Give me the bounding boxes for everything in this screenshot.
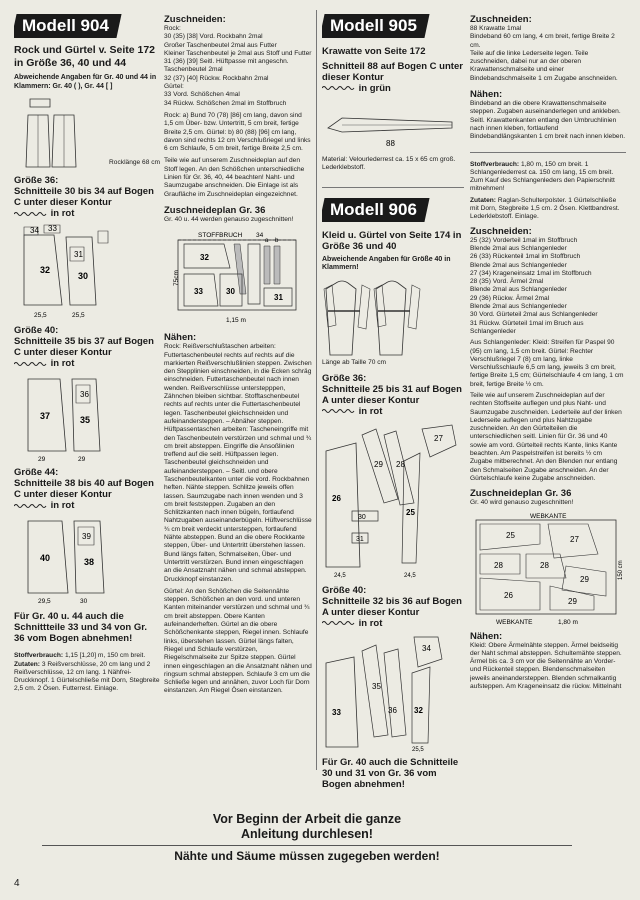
size-40-width-right: 29 <box>78 456 86 464</box>
dress-40-piece-33: 33 <box>332 707 341 717</box>
dress-40-piece-34: 34 <box>422 643 431 653</box>
dress-size-40-text: Schnitteile 32 bis 36 auf Bogen A unter dieser Kontur <box>322 595 462 618</box>
size-44-title: Größe 44: <box>14 467 59 479</box>
tie-piece-88: 88 <box>386 139 395 148</box>
modell-904-extra-pieces-note: Für Gr. 40 u. 44 auch die Schnittteile 33 und 34 von Gr. 36 vom Bogen abnehmen! <box>14 611 148 645</box>
dress-plan-piece-28: 28 <box>494 560 503 570</box>
dress-size-40-pattern-pieces <box>322 633 464 755</box>
cutting-plan-subtitle: Gr. 40 u. 44 werden genauso zugeschnitten! <box>164 215 294 223</box>
dress-plan-piece-29b: 29 <box>568 596 577 606</box>
page-footer-note <box>24 812 590 864</box>
section-divider <box>322 187 464 188</box>
dress-size-36-title: Größe 36: <box>322 372 367 384</box>
dress-plan-piece-29: 29 <box>580 574 589 584</box>
contour-wave-icon <box>322 620 356 626</box>
cutting-plan-title: Zuschneideplan Gr. 36 <box>164 204 266 216</box>
sewing-text: Rock: Reißverschlußtaschen arbeiten: Futtertaschenbeutel rechts auf rechts auf die markierten Reißverschlußlinien steppen. Zwischen den Stepplinien einschneiden, in die Ecken schräg einschneiden. Futtertaschenbeutel nach innen wenden. Reißverschlüsse unterstepppen, Zähnchen bleiben sichtbar. Stofftaschenbeutel rechts auf rechts unter die Futtertaschenbeutel legen. Taschenbeutel gleichschneiden und aufeinandersteppen. – Abnäher steppen. Hüftpassentaschen arbeiten: Tascheneingriffe mit den Taschenbeuteln verstürzen und schmal und ¾ cm breit absteppen. Eingriffe die Ansoßlinien treffend auf die seitl. Hüftpassen legen. Taschenbeutel gleichschneiden und aufeinandersteppen. – Seitl. und obere Taschenbeutelkanten unter die vord. Rockbahnen heften. Nähte steppen. Schlitze jeweils offen lassen. Saumzugabe nach innen wenden und 3 cm breit feststeppen. Zugaben an den Schlitzkanten nach innen bügeln, fortlaufend Nahtzugaben auseinanderbügeln. Hüftverschlüsse ¾ cm breit verdeckt untersteppen, fortlaufend Nähte absteppen. Bund an die obere Rockkante steppen, Über- und Untertritt überstehen lassen. Bund längs falten, Schmalseiten, Über- und Untertritt verstürzen. Bund innen eingeschlagen an die Ansatznaht nähen und schmal absteppen. Druckknopf einstanzen. <box>164 343 312 583</box>
footer-line-2: Anleitung durchlesen! <box>241 827 373 841</box>
plan-piece-34: 34 <box>256 232 264 240</box>
size-36-piece-31: 31 <box>74 250 83 260</box>
dress-size-40-title: Größe 40: <box>322 584 367 596</box>
plan-piece-33: 33 <box>194 287 203 297</box>
dress-width-right: 24,5 <box>404 572 416 579</box>
size-40-title: Größe 40: <box>14 325 59 337</box>
size-44-width-right: 30 <box>80 598 88 606</box>
contour-wave-icon <box>322 408 356 414</box>
dress-plan-piece-28b: 28 <box>540 560 549 570</box>
dress-40-piece-35: 35 <box>372 681 381 691</box>
dress-piece-28: 28 <box>396 459 405 469</box>
dress-piece-29: 29 <box>374 459 383 469</box>
layout-note: Teile wie auf unserem Zuschneideplan auf den Stoff legen. An den Schößchen unterschiedliche Linien für Gr. 36, 40, 44 beachten! Naht- und Saumzugabe anschneiden. Die Einlage ist als Graufläche im Zuschneideplan eingezeichnet. <box>164 157 305 198</box>
tie-cutting-text: 88 Krawatte 1mal Bindeband 60 cm lang, 4 cm breit, fertige Breite 2 cm. Teile auf die linke Lederseite legen. Teile zuschneiden, dabei nur an der oberen Krawattenschmalseite und einer Bindebandschmalseite 1 cm Zugabe anschneiden. <box>470 25 618 82</box>
dress-illustration <box>322 277 464 359</box>
notions-label: Zutaten: <box>14 660 41 668</box>
dress-cutting-list: 25 (32) Vorderteil 1mal im Stoffbruch Blende 2mal aus Schlangenleder 26 (33) Rückenteil 1mal im Stoffbruch Blende 2mal aus Schlangenleder 27 (34) Krageneinsatz 1mal im Stoffbruch 28 (35) Vord. Ärmel 2mal Blende 2mal aus Schlangenleder 29 (36) Rückw. Ärmel 2mal Blende 2mal aus Schlangenleder 30 Vord. Gürteteil 2mal aus Schlangenleder 31 Rückw. Gürteteil 1mal im Bruch aus Schlangenleder <box>470 236 598 335</box>
plan-strip-a: a <box>265 238 269 245</box>
dress-piece-30: 30 <box>358 513 366 521</box>
dress-layout-note: Teile wie auf unserem Zuschneideplan auf der rechten Stoffseite auflegen und plus Naht- und Saumzugabe zuschneiden. Lederteile auf der linken Lederseite auflegen und plus Nahtzugabe zuschneiden. An den Gürtelteilen die unterschiedlichen seitl. Linien für Gr. 36 und 40 sowie am vord. Gürtelteil rechts Kante, links Kante beachten. Am Paspelstreifen ist bereits ½ cm Zugabe mitberechnet. An den Blenden nur entlang den Schmalseiten Zugabe anschneiden. An der Gürtelschlaufe keine Zugabe anschneiden. <box>470 391 622 482</box>
cutting-extra: Rock: a) Bund 70 (78) [86] cm lang, davon sind 1,5 cm Über- bzw. Untertritt, 5 cm breit, fertige Breite 2,5 cm. Gürtel: b) 80 (88) [96] cm lang, davon sind rechts 12 cm Verschlußriegel und links 6 cm Schlaufe, 5 cm breit, fertige Breite 2,5 cm. <box>164 111 311 153</box>
size-36-piece-30: 30 <box>78 271 89 282</box>
footer-line-3: Nähte und Säume müssen zugegeben werden! <box>174 849 440 863</box>
dress-cutting-plan-title: Zuschneideplan Gr. 36 <box>470 488 572 500</box>
plan-piece-31: 31 <box>274 293 283 303</box>
size-36-piece-32: 32 <box>40 265 51 276</box>
belt-sewing-text: Gürtel: An den Schößchen die Seitennähte steppen. Schößchen an den vord. und unteren Kanten miteinander verstürzen und schmal und ¾ cm breit absteppen. Obere Kanten aufeinanderheften. Gürtel an die obere Schößchenkante steppen, Riegel innen. Schlaufe links, überstehen lassen. Gürtel längs falten, Riegel und Schlaufe verstürzen, Riegelschmalseite zur Spitze steppen. Gürtel innen eingeschlagen an die Ansatznaht nähen und ringsum schmal absteppen. Schlaufe 3 cm um die Schließe legen und annähen, zuvor Loch für Dorn einstanzen. Am Riegel Ösen einstanzen. <box>164 587 312 695</box>
cutting-plan-diagram <box>164 228 312 328</box>
dress-notions-text: Raglan-Schulterpolster. 1 Gürtelschließe mit Dorn, Stegbreite 1,5 cm. 2 Ösen. Klettbandrest. Lederklebstoff. Einlage. <box>470 196 620 221</box>
size-36-piece-34: 34 <box>30 226 39 236</box>
modell-906-badge: Modell 906 <box>322 198 429 222</box>
dress-size-40-color: in rot <box>358 617 383 629</box>
size-40-piece-35: 35 <box>80 415 91 426</box>
modell-905-color: in grün <box>358 83 391 94</box>
size-36-title: Größe 36: <box>14 175 59 187</box>
dress-plan-bottom-selvage: WEBKANTE <box>496 618 533 626</box>
dress-width-left: 24,5 <box>334 572 346 579</box>
dress-plan-width: 150 cm <box>618 559 624 580</box>
modell-905-pattern-text: Schnitteil 88 auf Bogen C unter dieser Kontur <box>322 61 463 83</box>
footer-divider <box>42 845 572 846</box>
plan-piece-30: 30 <box>226 287 235 297</box>
modell-906-size-note: Abweichende Angaben für Größe 40 in Klammern! <box>322 255 451 272</box>
fabric-text: 1,15 [1,20] m, 150 cm breit. <box>64 652 146 660</box>
size-36-width-left: 25,5 <box>34 312 47 320</box>
cutting-list: Rock: 30 (35) [38] Vord. Rockbahn 2mal Großer Taschenbeutel 2mal aus Futter Kleiner Taschenbeutel je 2mal aus Stoff und Futter 31 (36) [39] Seitl. Hüftpasse mit angeschn. Taschenbeutel 2mal 32 (37) [40] Rückw. Rockbahn 2mal Gürtel: 33 Vord. Schößchen 4mal 34 Rückw. Schößchen 2mal im Stoffbruch <box>164 25 312 107</box>
dress-plan-piece-26: 26 <box>504 590 513 600</box>
dress-leather-text: Aus Schlangenleder: Kleid: Streifen für Paspel 90 (95) cm lang, 1,5 cm breit. Gürtel: Rechter Verschlußriegel 7 (8) cm lang, linke Verschlußschlaufe 6,5 cm lang, jeweils 3 cm breit, fertige Breite 1,5 cm; Gürtelschlaufe 4 cm lang, 1 cm breit, fertige Breite ½ cm. <box>470 339 624 388</box>
dress-piece-25: 25 <box>406 507 415 517</box>
contour-wave-icon <box>14 361 48 367</box>
dress-size-36-text: Schnitteile 25 bis 31 auf Bogen A unter dieser Kontur <box>322 383 462 406</box>
modell-905-badge: Modell 905 <box>322 14 429 38</box>
dress-cutting-plan-diagram <box>470 510 626 628</box>
size-36-width-right: 25,5 <box>72 312 85 320</box>
fabric-label: Stoffverbrauch: <box>14 652 64 660</box>
dress-piece-27: 27 <box>434 433 443 443</box>
size-36-pattern-pieces <box>14 223 160 323</box>
size-40-color: in rot <box>50 358 75 370</box>
plan-strip-b: b <box>275 238 279 245</box>
size-44-piece-40: 40 <box>40 553 51 564</box>
size-36-text: Schnitteile 30 bis 34 auf Bogen C unter dieser Kontur <box>14 186 154 209</box>
dress-piece-31: 31 <box>356 535 364 543</box>
page-number: 4 <box>14 878 20 889</box>
size-44-text: Schnitteile 38 bis 40 auf Bogen C unter dieser Kontur <box>14 478 154 501</box>
size-44-piece-38: 38 <box>84 557 95 568</box>
size-40-piece-36: 36 <box>80 390 89 400</box>
footer-line-1: Vor Beginn der Arbeit die ganze <box>212 812 402 826</box>
modell-904-size-note: Abweichende Angaben für Gr. 40 und 44 in Klammern: Gr. 40 ( ), Gr. 44 [ ] <box>14 74 157 90</box>
modell-904-right-column <box>164 14 312 806</box>
dress-notions-label: Zutaten: <box>470 196 497 204</box>
dress-cutting-title: Zuschneiden: <box>470 225 532 237</box>
contour-wave-icon <box>322 85 356 91</box>
dress-size-36-color: in rot <box>358 405 383 417</box>
section-divider <box>470 152 626 153</box>
column-divider <box>316 10 317 770</box>
contour-wave-icon <box>14 503 48 509</box>
modell-904-left-column <box>14 14 160 806</box>
plan-fold-label: STOFFBRUCH <box>198 232 243 240</box>
dress-plan-top-selvage: WEBKANTE <box>530 512 567 520</box>
modell-905-title: Krawatte von Seite 172 <box>322 46 426 57</box>
dress-plan-piece-25: 25 <box>506 530 515 540</box>
plan-piece-32: 32 <box>200 253 209 263</box>
cutting-title: Zuschneiden: <box>164 14 226 25</box>
modell-905-906-right-column <box>470 14 626 890</box>
size-40-width-left: 29 <box>38 456 46 464</box>
size-44-piece-39: 39 <box>82 532 91 542</box>
size-40-piece-37: 37 <box>40 411 51 422</box>
size-40-text: Schnitteile 35 bis 37 auf Bogen C unter dieser Kontur <box>14 336 154 359</box>
tie-sewing-text: Bindeband an die obere Krawattenschmalseite steppen. Zugaben auseinanderlegen und ankleben. Seitl. Krawattenkanten entlang den Umbruchlinien nach innen kleben, fortlaufend Bindebandlängskanten 1 cm breit nach innen kleben. <box>470 100 626 141</box>
modell-905-material: Material: Velourlederrest ca. 15 x 65 cm groß. Lederklebstoff. <box>322 156 456 172</box>
dress-length: Länge ab Taille 70 cm <box>322 358 387 366</box>
dress-piece-26: 26 <box>332 493 341 503</box>
modell-906-title: Kleid u. Gürtel von Seite 174 in Größe 36 und 40 <box>322 229 462 252</box>
size-40-pattern-pieces <box>14 373 160 465</box>
sewing-title: Nähen: <box>164 332 197 344</box>
tie-cutting-title: Zuschneiden: <box>470 14 532 25</box>
plan-length-label: 1,15 m <box>226 317 246 325</box>
tie-pattern-piece <box>322 98 464 154</box>
dress-fabric-label: Stoffverbrauch: <box>470 160 520 168</box>
notions-text: 3 Reißverschlüsse, 20 cm lang und 2 Reißverschlüsse, 12 cm lang. 1 Nähfrei-Druckknopf. 1 Gürtelschließe mit Dorn, Stegbreite 2,5 cm. 2 Ösen. Futterrest. Einlage. <box>14 660 160 693</box>
size-44-color: in rot <box>50 500 75 512</box>
dress-40-width: 25,5 <box>412 746 424 753</box>
tie-sewing-title: Nähen: <box>470 89 503 101</box>
size-44-width-left: 29,5 <box>38 598 51 606</box>
dress-fabric-text: 1,80 m, 150 cm breit. 1 Schlangenlederrest ca. 150 cm lang, 15 cm breit. Zum Kauf des Schlangenleders den Papierschnitt mitnehmen! <box>470 160 615 193</box>
dress-sewing-title: Nähen: <box>470 630 503 642</box>
plan-width-label: 75cm <box>173 270 180 287</box>
dress-40-piece-36: 36 <box>388 705 397 715</box>
modell-904-title: Rock und Gürtel v. Seite 172 in Größe 36, 40 und 44 <box>14 44 156 69</box>
size-36-piece-33: 33 <box>48 224 57 234</box>
skirt-length: Rocklänge 68 cm <box>109 159 160 166</box>
dress-plan-length: 1,80 m <box>558 618 578 626</box>
dress-plan-piece-27: 27 <box>570 534 579 544</box>
contour-wave-icon <box>14 211 48 217</box>
dress-sewing-text: Kleid: Obere Ärmelnähte steppen. Ärmel beidseitig der Naht schmal absteppen. Schultemähte steppen. Ärmel bis ca. 3 cm vor die Seitennähte an Vorder- und Rückenteil steppen. Blendenschmalseiten jeweils aneinandersteppen. Blenden schmalkantig aufsteppen. Am Krageneinsatz die rückw. Mittelnaht <box>470 641 622 691</box>
modell-904-badge: Modell 904 <box>14 14 121 38</box>
modell-906-extra-pieces-note: Für Gr. 40 auch die Schnitteile 30 und 31 von Gr. 36 vom Bogen abnehmen! <box>322 756 459 790</box>
size-44-pattern-pieces <box>14 515 160 607</box>
dress-40-piece-32: 32 <box>414 705 423 715</box>
modell-905-906-left-column <box>322 14 464 806</box>
dress-size-36-pattern-pieces <box>322 421 464 581</box>
dress-cutting-plan-subtitle: Gr. 40 wird genauso zugeschnitten! <box>470 499 574 507</box>
size-36-color: in rot <box>50 208 75 220</box>
